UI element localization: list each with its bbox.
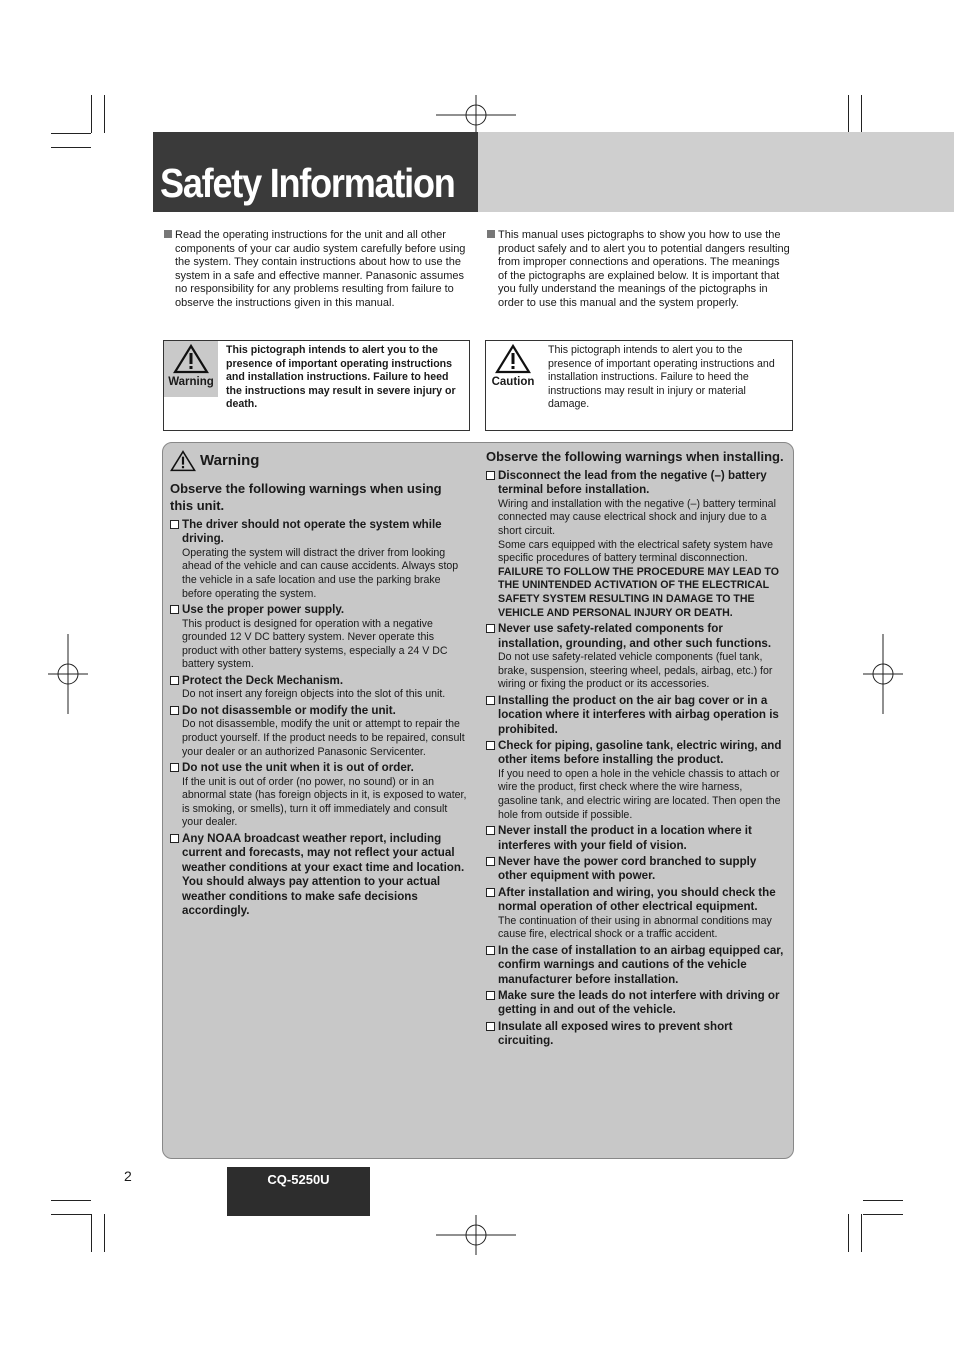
intro-right <box>487 229 790 309</box>
item-heading: In the case of installation to an airbag equipped car, confirm warnings and cautions of the vehicle manufacturer before installation. <box>498 943 784 986</box>
checkbox-bullet-icon <box>486 991 495 1000</box>
caution-pictograph-text: This pictograph intends to alert you to the presence of important operating instructions and installation instructions. Failure to heed the instructions may result in injury or material damage. <box>548 344 775 411</box>
item-body: The continuation of their using in abnormal conditions may cause fire, electrical shock or a traffic accident. <box>498 914 772 941</box>
caution-pictograph-box <box>485 340 793 431</box>
left-items-list <box>170 518 468 918</box>
left-subheading: Observe the following warnings when using this unit. <box>170 481 442 513</box>
list-item <box>486 739 784 822</box>
item-heading: Never have the power cord branched to supply other equipment with power. <box>498 854 757 883</box>
item-heading: Check for piping, gasoline tank, electric wiring, and other items before installing the product. <box>498 738 782 767</box>
item-heading: Do not use the unit when it is out of order. <box>182 761 414 775</box>
checkbox-bullet-icon <box>486 471 495 480</box>
caution-pictograph-label: Caution <box>491 376 535 388</box>
list-item <box>170 674 468 702</box>
registration-mark-left <box>48 634 88 714</box>
item-heading: Disconnect the lead from the negative (–) battery terminal before installation. <box>498 469 767 497</box>
checkbox-bullet-icon <box>486 696 495 705</box>
item-heading: After installation and wiring, you should check the normal operation of other electrical equipment. <box>498 885 776 914</box>
list-item <box>486 622 784 692</box>
item-heading: The driver should not operate the system while driving. <box>182 518 442 546</box>
right-items-list <box>486 469 784 1049</box>
registration-mark-bottom <box>436 1215 516 1255</box>
item-heading: Use the proper power supply. <box>182 603 345 617</box>
bullet-square-icon <box>164 230 172 238</box>
item-heading: Insulate all exposed wires to prevent short circuiting. <box>498 1019 733 1048</box>
item-heading: Installing the product on the air bag cover or in a location where it interferes with airbag operation is prohibited. <box>498 693 779 736</box>
list-item <box>486 989 784 1018</box>
checkbox-bullet-icon <box>486 624 495 633</box>
item-body: FAILURE TO FOLLOW THE PROCEDURE MAY LEAD TO THE UNINTENDED ACTIVATION OF THE ELECTRICAL SAFETY SYSTEM RESULTING IN DAMAGE TO THE VEHICLE AND PERSONAL INJURY OR DEATH. <box>498 565 779 619</box>
item-body: If you need to open a hole in the vehicle chassis to attach or wire the product, first check where the wire harness, gasoline tank, and electric wiring are located. Then open the hole from outside if possible. <box>498 767 781 821</box>
item-body: Some cars equipped with the electrical safety system have specific procedures of battery terminal disconnection. <box>498 538 773 565</box>
item-body: Wiring and installation with the negative (–) battery terminal connected may cause electrical shock and injury due to a short circuit. <box>498 497 776 537</box>
title-band-accent <box>478 132 954 212</box>
list-item <box>170 518 468 601</box>
warning-pictograph-text: This pictograph intends to alert you to the presence of important operating instructions and installation instructions. Failure to heed the instructions may result in severe injury or death. <box>226 344 456 411</box>
checkbox-bullet-icon <box>486 741 495 750</box>
list-item <box>170 704 468 759</box>
item-heading: Any NOAA broadcast weather report, including current and forecasts, may not reflect your actual weather conditions at your exact time and location. You should always pay attention to your actual weather conditions to make safe decisions accordingly. <box>182 831 465 917</box>
panel-heading-label: Warning <box>200 452 260 470</box>
checkbox-bullet-icon <box>486 857 495 866</box>
intro-left-text: Read the operating instructions for the unit and all other components of your car audio system carefully before using the system. They contain instructions about how to use the system in a safe and effective manner. Panasonic assumes no responsibility for any problems resulting from failure to observe the instructions given in this manual. <box>175 229 466 309</box>
registration-mark-right <box>863 634 903 714</box>
list-item <box>486 886 784 942</box>
list-item <box>486 855 784 884</box>
caution-triangle-icon <box>495 344 531 374</box>
item-heading: Protect the Deck Mechanism. <box>182 673 344 687</box>
list-item <box>486 824 784 853</box>
checkbox-bullet-icon <box>486 1022 495 1031</box>
caution-pictograph <box>486 341 540 397</box>
checkbox-bullet-icon <box>170 834 179 843</box>
model-badge <box>227 1167 370 1216</box>
checkbox-bullet-icon <box>486 946 495 955</box>
list-item <box>170 761 468 830</box>
right-subheading: Observe the following warnings when installing. <box>486 449 784 464</box>
checkbox-bullet-icon <box>170 763 179 772</box>
panel-heading <box>170 450 468 472</box>
item-body: Do not use safety-related vehicle components (fuel tank, brake, suspension, steering wheel, pedals, airbag, etc.) for wiring or fixing the product or its accessories. <box>498 650 773 691</box>
bullet-square-icon <box>487 230 495 238</box>
item-heading: Make sure the leads do not interfere with driving or getting in and out of the vehicle. <box>498 989 780 1017</box>
item-body: If the unit is out of order (no power, no sound) or in an abnormal state (has foreign objects in it, is exposed to water, is smoking, or smells), turn it off immediately and consult your dealer. <box>182 775 467 829</box>
warning-triangle-icon <box>170 450 196 472</box>
intro-left <box>164 229 466 309</box>
list-item <box>486 1020 784 1049</box>
checkbox-bullet-icon <box>170 706 179 715</box>
page-title: Safety Information <box>160 160 455 206</box>
page-number: 2 <box>124 1168 132 1184</box>
warning-pictograph-label: Warning <box>168 376 214 388</box>
item-body: Do not insert any foreign objects into the slot of this unit. <box>182 688 446 701</box>
registration-mark-top <box>436 95 516 135</box>
item-heading: Never install the product in a location where it interferes with your field of vision. <box>498 824 752 852</box>
checkbox-bullet-icon <box>170 605 179 614</box>
intro-right-text: This manual uses pictographs to show you how to use the product safely and to alert you to potential dangers resulting from improper connections and operations. The meanings of the pictographs are explained below. It is important that you fully understand the meanings of the pictographs in order to use this manual and the system properly. <box>498 229 790 309</box>
list-item <box>486 469 784 620</box>
checkbox-bullet-icon <box>170 520 179 529</box>
checkbox-bullet-icon <box>486 826 495 835</box>
checkbox-bullet-icon <box>486 888 495 897</box>
checkbox-bullet-icon <box>170 676 179 685</box>
panel-right-column <box>486 448 784 1049</box>
item-body: Operating the system will distract the driver from looking ahead of the vehicle and can cause accidents. Always stop the vehicle in a safe location and use the parking brake before operating the system. <box>182 546 459 600</box>
item-heading: Never use safety-related components for installation, grounding, and other such functions. <box>498 622 772 650</box>
list-item <box>170 603 468 672</box>
list-item <box>486 944 784 987</box>
warning-pictograph-box <box>163 340 470 431</box>
warning-pictograph <box>164 341 218 397</box>
list-item <box>486 694 784 737</box>
warning-triangle-icon <box>173 344 209 374</box>
item-heading: Do not disassemble or modify the unit. <box>182 703 396 717</box>
item-body: Do not disassemble, modify the unit or attempt to repair the product yourself. If the product needs to be repaired, consult your dealer or an authorized Panasonic Servicenter. <box>182 718 465 758</box>
item-body: This product is designed for operation with a negative grounded 12 V DC battery system. Never operate this product with other battery systems, especially a 24 V DC battery system. <box>182 617 448 671</box>
list-item <box>170 832 468 918</box>
panel-left-column <box>170 450 468 918</box>
model-number: CQ-5250U <box>267 1172 330 1187</box>
